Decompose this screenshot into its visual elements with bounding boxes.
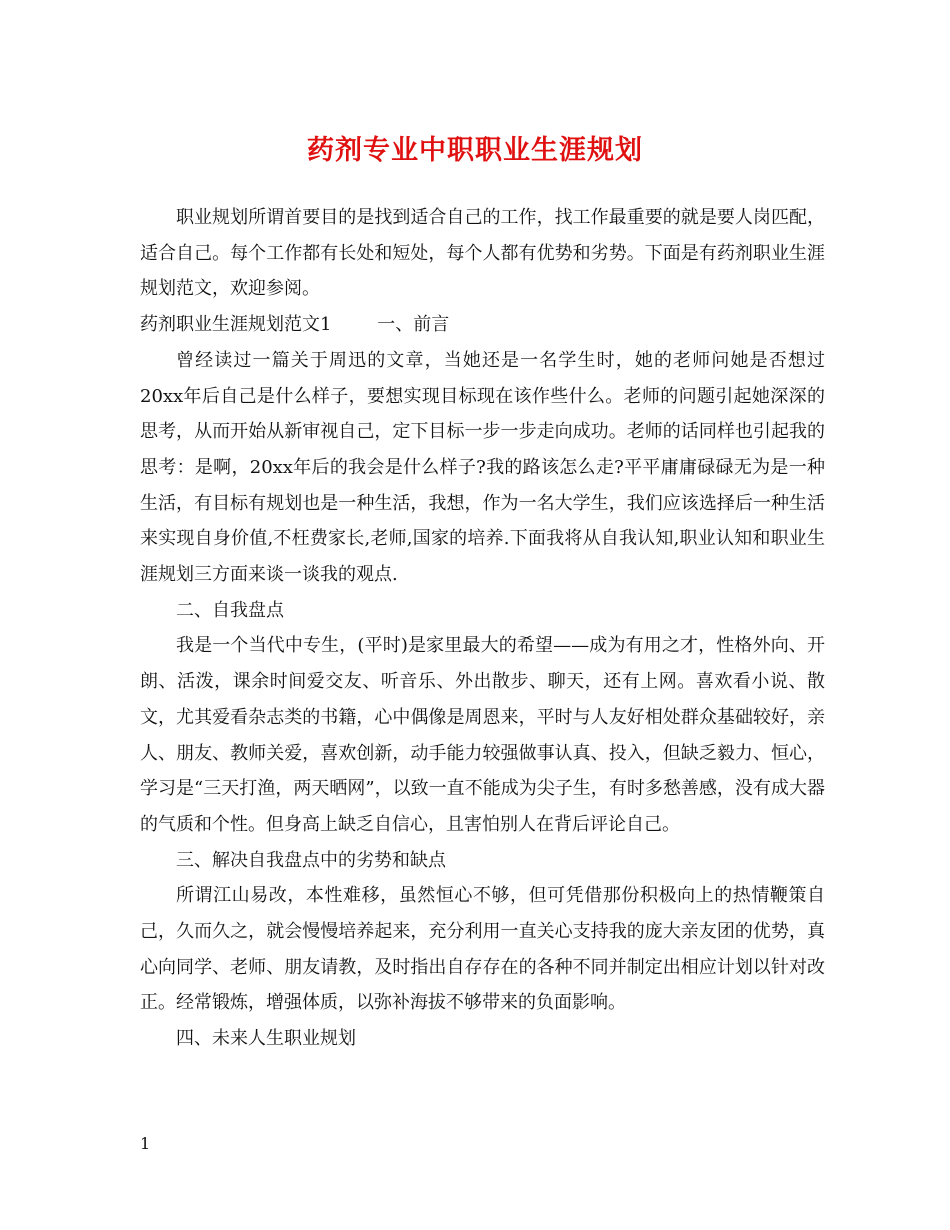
intro-paragraph: 职业规划所谓首要目的是找到适合自己的工作，找工作最重要的就是要人岗匹配，适合自己。每个工作都有长处和短处，每个人都有优势和劣势。下面是有药剂职业生涯规划范文，欢迎参阅。 xyxy=(140,207,825,300)
document-title: 药剂专业中职职业生涯规划 xyxy=(307,135,643,166)
section3-heading: 三、解决自我盘点中的劣势和缺点 xyxy=(176,849,446,871)
sample-heading-line xyxy=(140,307,825,343)
page-number: 1 xyxy=(140,1134,151,1153)
section4-heading: 四、未来人生职业规划 xyxy=(176,1028,356,1050)
section2-paragraph: 我是一个当代中专生，(平时)是家里最大的希望——成为有用之才，性格外向、开朗、活泼，课余时间爱交友、听音乐、外出散步、聊天，还有上网。喜欢看小说、散文，尤其爱看杂志类的书籍，心中偶像是周恩来，平时与人友好相处群众基础较好，亲人、朋友、教师关爱，喜欢创新，动手能力较强做事认真、投入，但缺乏毅力、恒心，学习是“三天打渔，两天晒网”，以致一直不能成为尖子生，有时多愁善感，没有成大器的气质和个性。但身高上缺乏自信心，且害怕别人在背后评论自己。 xyxy=(140,635,825,835)
sample-label: 药剂职业生涯规划范文1 xyxy=(140,314,332,336)
section1-paragraph: 曾经读过一篇关于周迅的文章，当她还是一名学生时，她的老师问她是否想过20xx年后自己是什么样子，要想实现目标现在该作些什么。老师的问题引起她深深的思考，从而开始从新审视自己，定下目标一步一步走向成功。老师的话同样也引起我的思考：是啊，20xx年后的我会是什么样子?我的路该怎么走?平平庸庸碌碌无为是一种生活，有目标有规划也是一种生活，我想，作为一名大学生，我们应该选择后一种生活来实现自身价值,不枉费家长,老师,国家的培养.下面我将从自我认知,职业认知和职业生涯规划三方面来谈一谈我的观点. xyxy=(140,349,825,586)
section3-paragraph: 所谓江山易改，本性难移，虽然恒心不够，但可凭借那份积极向上的热情鞭策自己，久而久之，就会慢慢培养起来，充分利用一直关心支持我的庞大亲友团的优势，真心向同学、老师、朋友请教，及时指出自存存在的各种不同并制定出相应计划以针对改正。经常锻炼，增强体质，以弥补海拔不够带来的负面影响。 xyxy=(140,885,825,1014)
heading-gap xyxy=(331,314,377,335)
document-body xyxy=(140,200,825,1057)
section1-heading: 一、前言 xyxy=(377,314,450,336)
section2-heading: 二、自我盘点 xyxy=(176,599,284,621)
